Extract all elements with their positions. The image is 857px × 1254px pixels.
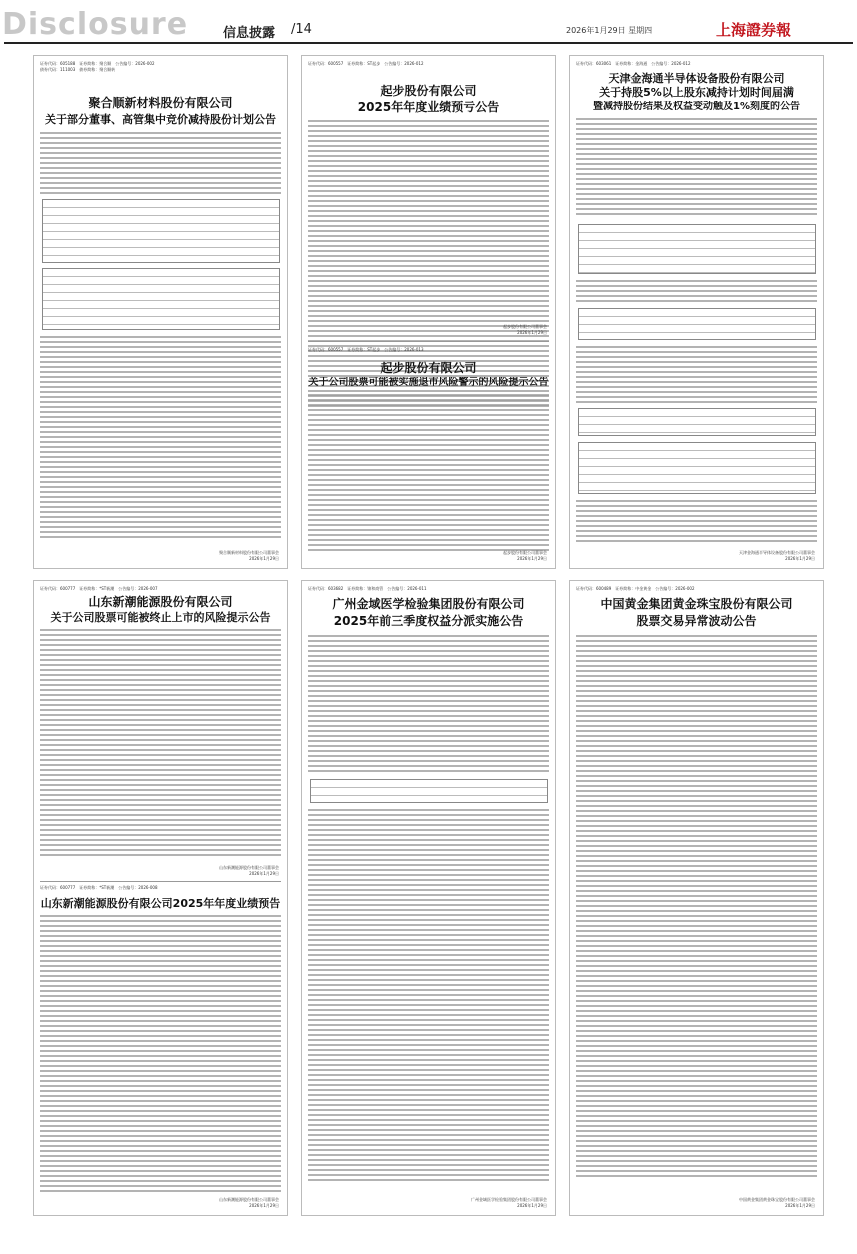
page-header xyxy=(0,0,857,40)
newspaper-logo: 上海證券報 xyxy=(716,21,792,39)
announcement-jinhaitong: 证券代码：603061 证券简称：金海通 公告编号：2026-012 天津金海通半导体设备股份有限公司 关于持股5%以上股东减持计划时间届满 暨减持股份结果及权益变动触及1%刻度的公告 天津金海通半导体设备股份有限公司董事会 2026年1月29日 xyxy=(569,55,824,569)
signature: 聚合顺新材料股份有限公司董事会 2026年1月29日 xyxy=(219,550,279,561)
announcement-title: 2025年年度业绩预亏公告 xyxy=(357,100,500,114)
section-title: 信息披露 xyxy=(223,26,276,41)
security-codes: 证券代码：605188 证券简称：聚合顺 公告编号：2026-002 债券代码：111003 债券简称：聚合顺转 xyxy=(40,61,155,72)
announcement-title: 关于公司股票可能被终止上市的风险提示公告 xyxy=(50,611,271,624)
announcement-xinchao: 证券代码：600777 证券简称：*ST新潮 公告编号：2026-007 山东新潮能源股份有限公司 关于公司股票可能被终止上市的风险提示公告 山东新潮能源股份有限公司董事会 2026年1月29日 证券代码：600777 证券简称：*ST新潮 公告编号：2026-008 山东新潮能源股份有限公司2025年年度业绩预告 山东新潮能源股份有限公司董事会 2026年1月29日 xyxy=(33,580,288,1216)
announcement-title: 2025年前三季度权益分派实施公告 xyxy=(333,614,524,628)
reduction-result-table xyxy=(578,308,816,340)
announcement-company: 中国黄金集团黄金珠宝股份有限公司 xyxy=(600,597,793,611)
announcement-company: 起步股份有限公司 xyxy=(380,84,477,98)
holding-change-table xyxy=(578,442,816,494)
announcement-title: 关于持股5%以上股东减持计划时间届满 xyxy=(599,86,794,99)
shareholding-table xyxy=(42,199,280,263)
dividend-table xyxy=(310,779,548,803)
announcement-title: 股票交易异常波动公告 xyxy=(636,614,757,628)
announcement-company: 聚合顺新材料股份有限公司 xyxy=(88,96,233,110)
announcement-jinyu: 证券代码：603682 证券简称：锦和商管 公告编号：2026-011 广州金域医学检验集团股份有限公司 2025年前三季度权益分派实施公告 广州金域医学检验集团股份有限公司董事会 2026年1月29日 xyxy=(301,580,556,1216)
announcement-company: 山东新潮能源股份有限公司 xyxy=(88,595,233,609)
page-number: /14 xyxy=(291,22,312,37)
masthead-brand: Disclosure xyxy=(2,7,189,42)
announcement-zhongjin: 证券代码：600489 证券简称：中金黄金 公告编号：2026-002 中国黄金集团黄金珠宝股份有限公司 股票交易异常波动公告 中国黄金集团黄金珠宝股份有限公司董事会 2026年1月29日 xyxy=(569,580,824,1216)
announcement-body xyxy=(40,132,281,197)
reduction-plan-table xyxy=(42,268,280,330)
announcement-qibu: 证券代码：600557 证券简称：ST起步 公告编号：2026-012 起步股份有限公司 2025年年度业绩预亏公告 起步股份有限公司董事会 2026年1月29日 证券代码：600557 证券简称：ST起步 公告编号：2026-013 起步股份有限公司 关于公司股票可能被实施退市风险警示的风险提示公告 起步股份有限公司董事会 2026年1月29日 xyxy=(301,55,556,569)
announcement-title: 关于部分董事、高管集中竞价减持股份计划公告 xyxy=(45,113,276,126)
announcement-title: 山东新潮能源股份有限公司2025年年度业绩预告 xyxy=(40,897,281,910)
announcement-company: 起步股份有限公司 xyxy=(380,361,477,375)
announcement-juheshun xyxy=(33,55,288,569)
announcement-subtitle: 暨减持股份结果及权益变动触及1%刻度的公告 xyxy=(593,101,800,112)
equity-change-table xyxy=(578,408,816,436)
shareholder-table xyxy=(578,224,816,274)
announcement-title: 关于公司股票可能被实施退市风险警示的风险提示公告 xyxy=(308,377,549,388)
announcement-company: 天津金海通半导体设备股份有限公司 xyxy=(608,72,785,85)
announcement-company: 广州金域医学检验集团股份有限公司 xyxy=(332,597,525,611)
header-rule xyxy=(4,42,853,44)
issue-date: 2026年1月29日 星期四 xyxy=(566,26,653,35)
